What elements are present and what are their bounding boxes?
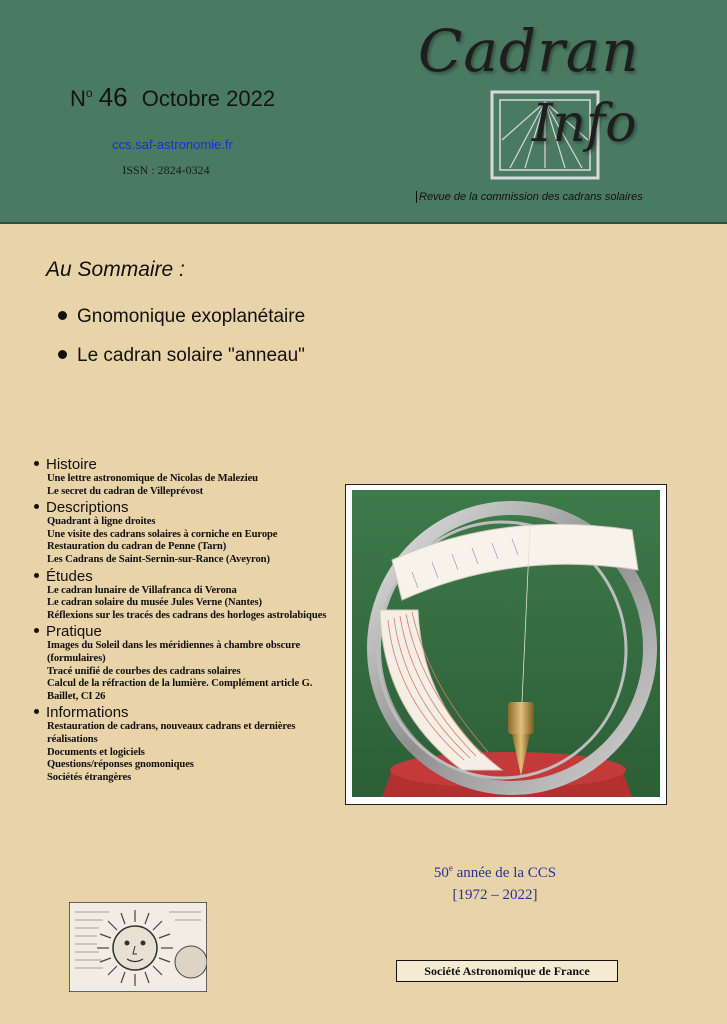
anniversary-years: [1972 – 2022] [452, 887, 538, 903]
toc-article: Tracé unifié de courbes des cadrans solaires [47, 665, 241, 677]
ring-sundial-photo [352, 490, 660, 797]
issue-number: 46 [98, 82, 128, 112]
bullet-icon [34, 709, 39, 714]
issn-label: ISSN : 2824-0324 [122, 163, 210, 177]
toc-article: Images du Soleil dans les méridiennes à chambre obscure (formulaires) [47, 640, 301, 664]
toc-section-descriptions [34, 499, 334, 566]
toc-section-etudes [34, 568, 334, 623]
highlight-item [58, 345, 305, 367]
table-of-contents [34, 456, 334, 785]
toc-article: Calcul de la réfraction de la lumière. Complément article G. Baillet, CI 26 [47, 678, 313, 702]
toc-article: Une lettre astronomique de Nicolas de Malezieu [47, 473, 258, 484]
bullet-icon [34, 504, 39, 509]
toc-article: Sociétés étrangères [47, 771, 132, 783]
society-label: Société Astronomique de France [396, 960, 618, 982]
anniversary-text [360, 857, 630, 906]
summary-title: Au Sommaire : [46, 258, 185, 281]
issue-sup: o [85, 86, 93, 100]
bullet-icon [34, 628, 39, 633]
issue-info [70, 82, 275, 113]
bullet-icon [58, 350, 67, 359]
anniversary-line1 [360, 857, 630, 884]
section-label: Pratique [46, 623, 102, 641]
bullet-icon [58, 311, 67, 320]
toc-section-title [34, 623, 334, 640]
toc-article: Questions/réponses gnomoniques [47, 759, 194, 771]
anniversary-number: 50 [433, 865, 449, 881]
anniversary-org: CCS [527, 865, 557, 881]
anniversary-sup: e [448, 863, 453, 873]
toc-section-title [34, 568, 334, 585]
section-label: Descriptions [46, 499, 129, 517]
logo-title: Cadran [418, 17, 640, 85]
toc-article: Restauration de cadrans, nouveaux cadrans et dernières réalisations [47, 721, 296, 745]
highlight-item [58, 306, 305, 328]
toc-article: Quadrant à ligne droites [47, 516, 156, 528]
issue-prefix: N [70, 86, 86, 111]
toc-article: Le secret du cadran de Villeprévost [47, 485, 204, 497]
toc-section-informations [34, 704, 334, 784]
toc-article: Le cadran solaire du musée Jules Verne (Nantes) [47, 597, 262, 609]
toc-section-histoire [34, 456, 334, 498]
highlight-label: Gnomonique exoplanétaire [77, 306, 306, 327]
toc-article: Une visite des cadrans solaires à corniche en Europe [47, 528, 278, 540]
section-label: Histoire [46, 456, 97, 473]
tagline: Revue de la commission des cadrans solaires [416, 191, 643, 203]
toc-article: Restauration du cadran de Penne (Tarn) [47, 541, 227, 553]
toc-article: Documents et logiciels [47, 746, 145, 758]
bullet-icon [34, 461, 39, 466]
toc-section-title [34, 704, 334, 721]
highlight-label: Le cadran solaire "anneau" [77, 345, 305, 366]
section-label: Informations [46, 704, 129, 722]
toc-article: Réflexions sur les tracés des cadrans des horloges astrolabiques [47, 609, 327, 621]
sun-face-engraving-icon [69, 902, 207, 992]
logo-subtitle: Info [532, 94, 637, 154]
toc-section-pratique [34, 623, 334, 703]
anniversary-text-part: année de la [452, 865, 528, 881]
section-label: Études [46, 567, 93, 585]
toc-section-title [34, 499, 334, 516]
toc-article: Les Cadrans de Saint-Sernin-sur-Rance (Aveyron) [47, 553, 270, 565]
toc-article: Le cadran lunaire de Villafranca di Verona [47, 584, 237, 596]
website-link[interactable]: ccs.saf-astronomie.fr [112, 137, 233, 152]
issue-date: Octobre 2022 [141, 86, 276, 111]
bullet-icon [34, 573, 39, 578]
toc-section-title [34, 456, 334, 473]
